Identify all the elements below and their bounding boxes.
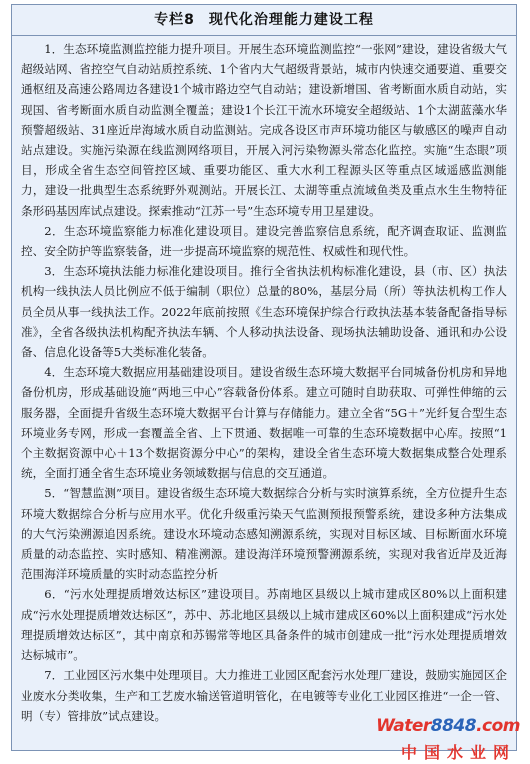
watermark-brand-cn: 中国水业网 xyxy=(400,743,516,762)
watermark-brand-en: Water8848.com xyxy=(376,716,520,736)
panel-title-bar xyxy=(12,5,516,36)
panel-label: 专栏8 xyxy=(154,12,195,28)
project-paragraph-7: 7．工业园区污水集中处理项目。大力推进工业园区配套污水处理厂建设，鼓励实施园区企业废水分类收集，生产和工艺废水输送管道明管化，在电镀等专业化工业园区推进“一企一管、明（专）管排放”试点建设。 xyxy=(21,668,507,723)
column-panel xyxy=(11,4,517,751)
site-watermark xyxy=(376,716,526,764)
project-paragraph-1: 1．生态环境监测监控能力提升项目。开展生态环境监测监控“一张网”建设，建设省级大气超级站网、省控空气自动站质控系统、1个省内大气超级背景站，城市内快速交通要道、重要交通枢纽及高速公路周边各建设1个城市路边空气自动站；建设新增国、省考断面水质自动站，实现国、省考断面水质自动监测全覆盖；建设1个长江干流水环境安全超级站、1个太湖蓝藻水华预警超级站、31座近岸海域水质自动监测站。完成各设区市声环境功能区与敏感区的噪声自动站点建设。实施污染源在线监测网络项目，开展入河污染物源头常态化监控。实施“生态眼”项目，形成全省生态空间管控区域、重要功能区、重大水利工程源头区等重点区域遥感监测能力，建设一批典型生态系统野外观测站。开展长江、太湖等重点流域鱼类及重点水生生物特征条形码基因库试点建设。探索推动“江苏一号”生态环境专用卫星建设。 xyxy=(21,42,507,218)
project-paragraph-2: 2．生态环境监察能力标准化建设项目。建设完善监察信息系统，配齐调查取证、监测监控、安全防护等监察装备，进一步提高环境监察的规范性、权威性和现代性。 xyxy=(21,223,507,259)
project-paragraph-5: 5．“智慧监测”项目。建设省级生态环境大数据综合分析与实时演算系统，全方位提升生态环境大数据综合分析与应用水平。优化升级重污染天气监测预报预警系统，建设多种方法集成的大气污染溯源追因系统。建设水环境动态感知溯源系统，实现对目标区域、目标断面水环境质量的动态监控、实时感知、精准溯源。建设海洋环境预警溯源系统，实现对我省近岸及近海范围海洋环境质量的实时动态监控分析 xyxy=(21,486,507,582)
project-paragraph-3: 3．生态环境执法能力标准化建设项目。推行全省执法机构标准化建设，县（市、区）执法机构一线执法人员比例应不低于编制（职位）总量的80%，基层分局（所）等执法机构工作人员全员从事一线执法工作。2022年底前按照《生态环境保护综合行政执法基本装备配备指导标准》，全省各级执法机构配齐执法车辆、个人移动执法设备、现场执法辅助设备、通讯和办公设备、信息化设备等5大类标准化装备。 xyxy=(21,264,507,360)
panel-body xyxy=(12,36,516,726)
project-paragraph-6: 6．“污水处理提质增效达标区”建设项目。苏南地区县级以上城市建成区80%以上面积建成“污水处理提质增效达标区”，苏中、苏北地区县级以上城市建成区60%以上面积建成“污水处理提质增效达标区”，其中南京和苏锡常等地区具备条件的城市创建成一批“污水处理提质增效达标城市”。 xyxy=(21,587,507,663)
project-paragraph-4: 4．生态环境大数据应用基础建设项目。建设省级生态环境大数据平台同城备份机房和异地备份机房，形成基础设施“两地三中心”容载备份体系。建立可随时自助获取、可弹性伸缩的云服务器，全面提升省级生态环境大数据平台计算与存储能力。建立全省“5G＋”光纤复合型生态环境业务专网，形成一套覆盖全省、上下贯通、数据唯一可靠的生态环境数据中心库。按照“1个主数据资源中心＋13个数据资源分中心”的架构，建设全省生态环境大数据集成整合处理系统，全面打通全省生态环境业务领域数据与信息的交互通道。 xyxy=(21,365,507,481)
panel-title: 现代化治理能力建设工程 xyxy=(208,12,374,28)
